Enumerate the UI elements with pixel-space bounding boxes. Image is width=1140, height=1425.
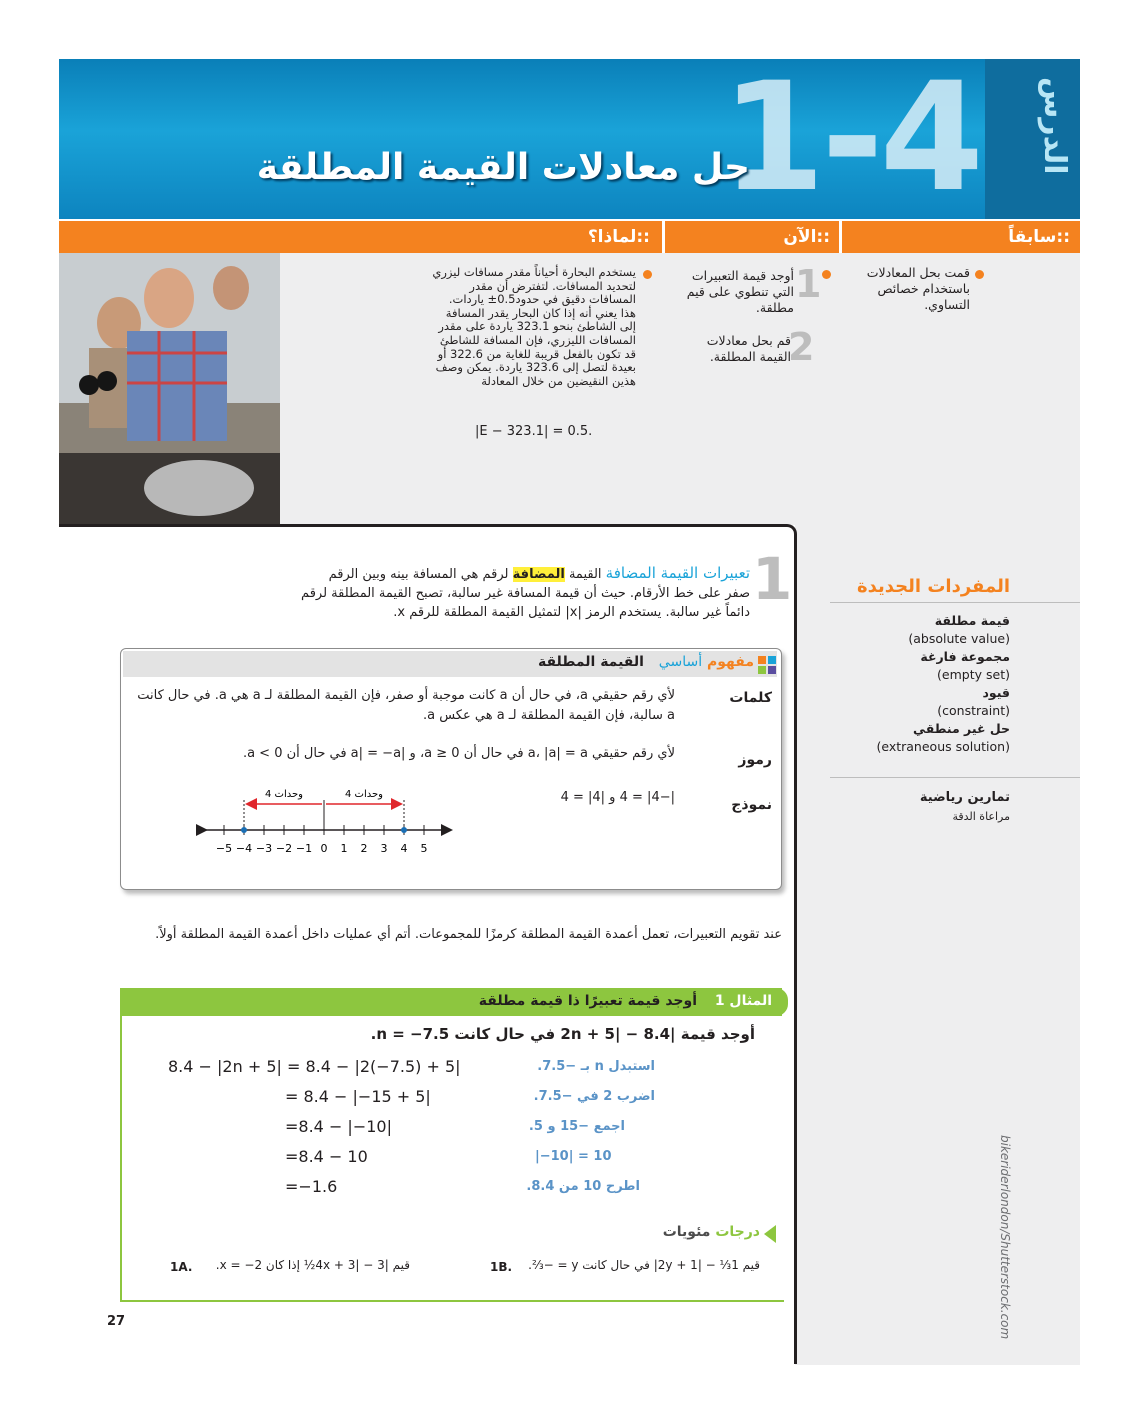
example-prompt: أوجد قيمة |2n + 5| − 8.4 في حال كانت n = −7.5.: [370, 1025, 755, 1043]
concept-title: القيمة المطلقة: [537, 654, 644, 670]
symbols-label: رموز: [738, 752, 772, 768]
lesson-number: 1-4: [721, 59, 980, 219]
guided-heading: درجات: [715, 1224, 760, 1240]
work-line: =−1.6: [285, 1177, 338, 1196]
nl-tick-label: 2: [360, 842, 368, 855]
vocab-highlight: المضافة: [512, 567, 565, 582]
lesson-label: الدرس: [1037, 77, 1072, 175]
now-item-text: قم بحل معادلات القيمة المطلقة.: [706, 333, 791, 364]
words-text: لأي رقم حقيقي a، في حال أن a كانت موجبة أو صفر، فإن القيمة المطلقة لـ a هي a. في حال كانت a سالبة، فإن القيمة المطلقة لـ a هي عكس a.: [137, 688, 675, 723]
vocab-term-en: (absolute value): [908, 631, 1010, 646]
model-label: نموذج: [731, 797, 772, 813]
vocab-term: مجموعة فارغة: [920, 649, 1010, 664]
divider: [830, 777, 1080, 778]
number-line-labels: [216, 842, 428, 855]
concept-tag: مفهوم: [706, 654, 754, 670]
nl-tick-label: 4: [400, 842, 408, 855]
header-bar: [59, 221, 1080, 253]
evaluation-paragraph: عند تقويم التعبيرات، تعمل أعمدة القيمة المطلقة كرمزًا للمجموعات. أتم أي عمليات داخل أعمدة القيمة المطلقة أولاً.: [155, 927, 782, 942]
vocab-term: قيمة مطلقة: [934, 613, 1010, 628]
section-number: 1: [752, 545, 793, 613]
work-step: اضرب 2 في −7.5.: [533, 1089, 655, 1104]
lesson-banner: [59, 59, 1080, 219]
header-separator: [839, 221, 842, 253]
now-item-number: 1: [795, 262, 822, 306]
photo-credit: bikeriderlondon/Shutterstock.com: [998, 1135, 1012, 1340]
why-text: يستخدم البحارة أحياناً مقدر مسافات ليزري لتحديد المسافات. لتفترض أن مقدر المسافات دقيق في حدود0.5± ياردات. هذا يعني أنه إذا كان البحار يقدر المسافة إلى الشاطئ بنحو 323.1 ياردة على مقدر المسافات الليزري، فإن المسافة للشاطئ قد تكون بالفعل قريبة للغاية من 322.6 أو بعيدة لتصل إلى 323.6 ياردة. يمكن وصف هذين النقيضين من خلال المعادلة: [432, 265, 636, 388]
then-heading: ::سابقاً: [1008, 227, 1070, 247]
work-line: =8.4 − 10: [285, 1147, 368, 1166]
exercise-label: 1A.: [170, 1260, 193, 1274]
work-line: = 8.4 − |−15 + 5|: [285, 1087, 431, 1106]
work-step: |−10| = 10: [535, 1149, 612, 1164]
guided-heading: مئويات: [662, 1224, 711, 1240]
vocab-term-en: (constraint): [937, 703, 1010, 718]
page-number: 27: [107, 1314, 126, 1329]
guided-practice-heading: [560, 1224, 760, 1240]
work-step: اجمع −15 و 5.: [528, 1119, 625, 1134]
nl-tick-label: 5: [420, 842, 428, 855]
example-title: أوجد قيمة تعبيرًا ذا قيمة مطلقة: [478, 993, 697, 1009]
exercise-1a: قيم |4x + 3| − 3½ إذا كان x = −2.: [215, 1258, 410, 1272]
example-label: المثال 1: [714, 993, 772, 1009]
now-heading: ::الآن: [783, 227, 830, 247]
divider: [830, 602, 1080, 603]
why-equation: |E − 323.1| = 0.5.: [475, 424, 593, 439]
bullet-icon: [643, 270, 652, 279]
work-line: 8.4 − |2n + 5| = 8.4 − |2(−7.5) + 5|: [168, 1057, 461, 1076]
concept-icon: [757, 655, 777, 679]
bullet-icon: [975, 270, 984, 279]
nl-tick-label: −1: [295, 842, 313, 855]
vocab-list: [860, 612, 1010, 756]
why-heading: ::لماذا؟: [587, 227, 650, 247]
section1-paragraph: [300, 564, 750, 622]
practice-item: مراعاة الدقة: [952, 810, 1010, 823]
number-line: [195, 785, 460, 869]
vocab-term-en: (empty set): [937, 667, 1010, 682]
nl-label-right: 4 وحدات: [345, 789, 383, 800]
concept-title-row: [480, 654, 754, 670]
page-title: حل معادلات القيمة المطلقة: [256, 147, 750, 188]
exercise-label: 1B.: [490, 1260, 513, 1274]
concept-tag: أساسي: [658, 654, 703, 670]
nl-label-left: 4 وحدات: [265, 789, 303, 800]
vocab-term: حل غير منطقي: [913, 721, 1010, 736]
practice-heading: تمارين رياضية: [919, 790, 1010, 805]
guided-practice-arrow-icon: [764, 1225, 776, 1243]
sailor-photo: [59, 253, 280, 525]
model-text: |−4| = 4 و |4| = 4: [560, 790, 675, 805]
now-item-text: أوجد قيمة التعبيرات التي تنطوي على قيم مطلقة.: [686, 268, 794, 315]
work-step: اطرح 10 من 8.4.: [526, 1179, 640, 1194]
vocab-heading: المفردات الجديدة: [857, 576, 1010, 597]
nl-tick-label: −2: [275, 842, 293, 855]
section1-text: لرقم هي المسافة بينه وبين الرقم صفر على خط الأرقام. حيث أن قيمة المسافة غير سالبة، تصبح القيمة المطلقة لرقم دائماً غير سالبة. يستخدم الرمز |x| لتمثيل القيمة المطلقة للرقم x.: [301, 567, 750, 620]
nl-tick-label: 0: [320, 842, 328, 855]
nl-tick-label: −4: [235, 842, 253, 855]
words-label: كلمات: [729, 690, 772, 706]
side-panel: [795, 253, 1080, 1365]
exercise-1b: قيم 1⅓ − |2y + 1| في حال كانت y = −⅔.: [528, 1258, 760, 1272]
bullet-icon: [822, 270, 831, 279]
then-text: قمت بحل المعادلات باستخدام خصائص التساوي.: [866, 265, 970, 312]
nl-tick-label: 1: [340, 842, 348, 855]
work-step: استبدل n بـ −7.5.: [537, 1059, 655, 1074]
nl-tick-label: −3: [255, 842, 273, 855]
section1-heading: تعبيرات القيمة المضافة: [605, 564, 750, 582]
work-line: =8.4 − |−10|: [285, 1117, 392, 1136]
symbols-text: لأي رقم حقيقي a، |a| = a في حال أن a ≥ 0، و |a| = −a في حال أن a < 0.: [242, 746, 675, 761]
vocab-term-en: (extraneous solution): [876, 739, 1010, 754]
now-item-number: 2: [788, 325, 815, 369]
nl-tick-label: 3: [380, 842, 388, 855]
vocab-term: قيود: [982, 685, 1010, 700]
nl-tick-label: −5: [215, 842, 233, 855]
header-separator: [662, 221, 665, 253]
section1-text: القيمة: [568, 567, 602, 582]
